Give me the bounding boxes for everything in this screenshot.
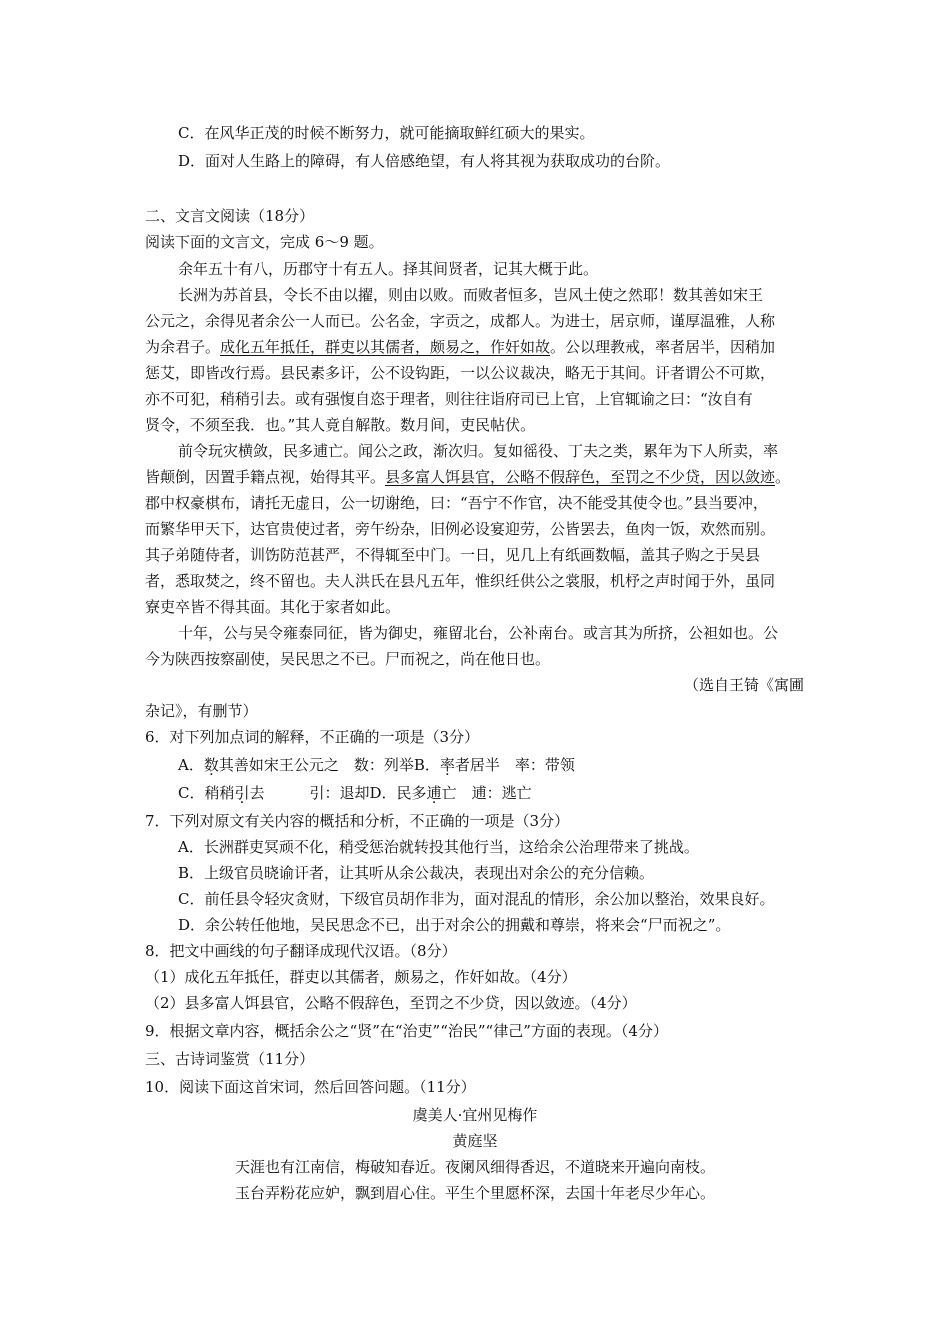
poem-line-2: 玉台弄粉花应妒，飘到眉心住。平生个里愿杯深，去国十年老尽少年心。 [234, 1184, 715, 1202]
passage-line: 十年，公与吴令雍泰同征，皆为御史，雍留北台，公补南台。或言其为所挤，公袒如也。公 [178, 624, 779, 642]
question-6-options-cd [178, 782, 532, 804]
source-citation-cont: 杂记》，有删节） [145, 702, 258, 720]
passage-text: 。公以理教戒，率者居半，因稍加 [550, 338, 776, 356]
poem-author: 黄庭坚 [452, 1132, 498, 1150]
passage-line: 前令玩灾横敛，民多逋亡。闻公之政，渐次归。复如徭役、丁夫之类，累年为下人所卖，率 [178, 442, 779, 460]
section-heading-poetry: 三、古诗词鉴赏（11分） [145, 1050, 315, 1068]
passage-text: 为余君子。 [145, 338, 221, 356]
option-d-text: 亡 逋：逃亡 [441, 784, 532, 802]
option-d-prev: D．面对人生路上的障碍，有人倍感绝望，有人将其视为获取成功的台阶。 [178, 152, 671, 170]
option-b-text: 者居半 率：带领 [454, 756, 575, 774]
dotted-word-c: 引 [234, 784, 250, 802]
passage-line: 亦不可犯，稍稍引去。或有强愎自恣于理者，则往往诣府司已上官，上官辄谕之曰：“汝自有 [145, 390, 753, 408]
option-d-label: D．民多 [369, 784, 427, 802]
passage-line: 余年五十有八，历郡守十有五人。择其间贤者，记其大概于此。 [178, 260, 599, 278]
passage-line: 公元之，余得见者余公一人而已。公名金，字贡之，成都人。为进士，居京师，谨厚温雅，人称 [145, 312, 776, 330]
dotted-word-d: 逋 [426, 784, 442, 802]
question-8-sentence-1: （1）成化五年抵任，群吏以其儒者，颇易之，作奸如故。（4分） [145, 968, 577, 986]
underlined-sentence-1: 成化五年抵任，群吏以其儒者，颇易之，作奸如故 [220, 338, 551, 356]
question-7-option-b: B．上级官员晓谕讦者，让其听从余公裁决，表现出对余公的充分信赖。 [178, 864, 655, 882]
passage-line: 其子弟随侍者，训饬防范甚严，不得辄至中门。一日，见几上有纸画数幅，盖其子购之于吴县 [145, 546, 761, 564]
passage-line: 而繁华甲天下，达官贵使过者，旁午纷杂，旧例必设宴迎劳，公皆罢去，鱼肉一饭，欢然而别。 [145, 520, 776, 538]
question-6-options-ab [178, 754, 575, 776]
passage-line-with-underline [145, 466, 790, 488]
option-c-text: 去 引：退却 [249, 784, 370, 802]
question-8-sentence-2: （2）县多富人饵县官，公略不假辞色，至罚之不少贷，因以敛迹。（4分） [145, 994, 637, 1012]
question-7-option-c: C．前任县令轻灾贪财，下级官员胡作非为，面对混乱的情形，余公加以整治，效果良好。 [178, 890, 775, 908]
passage-line: 郡中权豪棋布，请托无虚日，公一切谢绝，曰：“吾宁不作官，决不能受其使令也。”县当要冲， [145, 494, 768, 512]
question-9-stem: 9．根据文章内容，概括余公之“贤”在“治吏”“治民”“律己”方面的表现。（4分） [145, 1022, 668, 1040]
option-b-label: B． [413, 756, 440, 774]
question-7-stem: 7．下列对原文有关内容的概括和分析，不正确的一项是（3分） [145, 812, 570, 830]
option-c-prev: C．在风华正茂的时候不断努力，就可能摘取鲜红硕大的果实。 [178, 124, 595, 142]
section-instruction: 阅读下面的文言文，完成 6～9 题。 [145, 233, 384, 251]
poem-title: 虞美人·宜州见梅作 [412, 1106, 538, 1124]
passage-line: 长洲为苏首县，令长不由以擢，则由以败。而败者恒多，岂风土使之然耶！数其善如宋王 [178, 286, 764, 304]
question-8-stem: 8．把文中画线的句子翻译成现代汉语。（8分） [145, 942, 457, 960]
source-citation: （选自王锜《寓圃 [683, 676, 804, 694]
dotted-word-b: 率 [439, 756, 455, 774]
section-heading-classical: 二、文言文阅读（18分） [145, 207, 315, 225]
question-6-stem: 6．对下列加点词的解释，不正确的一项是（3分） [145, 728, 480, 746]
option-c-label: C．稍稍 [178, 784, 235, 802]
question-7-option-a: A．长洲群吏冥顽不化，稍受惩治就转投其他行当，这给余公治理带来了挑战。 [178, 838, 699, 856]
passage-line: 贤令，不须至我．也。”其人竟自解散。数月间，吏民帖伏。 [145, 416, 536, 434]
passage-line: 惩艾，即皆改行焉。县民素多讦，公不设钩距，一以公议裁决，略无于其间。讦者谓公不可欺， [145, 364, 776, 382]
underlined-sentence-2: 县多富人饵县官，公略不假辞色，至罚之不少贷，因以敛迹 [385, 468, 776, 486]
passage-line: 者，悉取焚之，终不留也。夫人洪氏在县凡五年，惟织纴供公之裳服，机杼之声时闻于外，虽同 [145, 572, 776, 590]
passage-line: 今为陕西按察副使，吴民思之不已。尸而祝之，尚在他日也。 [145, 650, 551, 668]
passage-line: 寮吏卒皆不得其面。其化于家者如此。 [145, 598, 401, 616]
passage-line-with-underline [145, 336, 775, 358]
passage-text: 。 [775, 468, 791, 486]
poem-line-1: 天涯也有江南信，梅破知春近。夜阑风细得香迟，不道晓来开遍向南枝。 [234, 1158, 715, 1176]
passage-text: 皆颠倒，因置手籍点视，始得其平。 [145, 468, 386, 486]
option-a-label: A． [178, 756, 204, 774]
dotted-word-a: 数 [203, 756, 219, 774]
question-7-option-d: D．余公转任他地，吴民思念不已，出于对余公的拥戴和尊崇，将来会“尸而祝之”。 [178, 916, 731, 934]
question-10-stem: 10．阅读下面这首宋词，然后回答问题。（11分） [145, 1078, 476, 1096]
option-a-text: 其善如宋王公元之 数：列举 [218, 756, 414, 774]
